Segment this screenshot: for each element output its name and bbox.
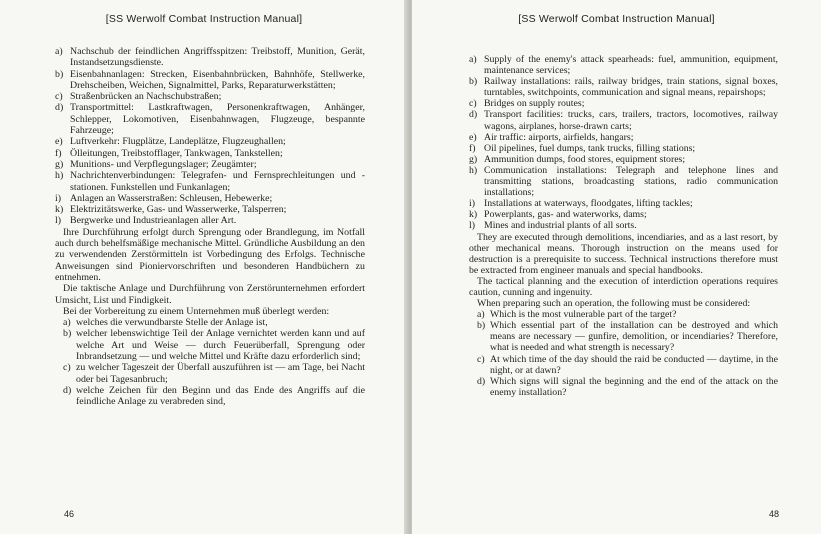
list-text: Elektrizitätswerke, Gas- und Wasserwerke, Talsperren;: [70, 204, 287, 216]
question-item: [63, 385, 365, 408]
page-number: 48: [768, 509, 779, 519]
question-item: [63, 362, 365, 385]
list-text: Installations at waterways, floodgates, lifting tackles;: [484, 198, 693, 210]
list-text: Luftverkehr: Flugplätze, Landeplätze, Flugzeughallen;: [70, 136, 286, 148]
list-marker: k): [55, 204, 64, 216]
question-marker: c): [477, 353, 485, 365]
list-marker: e): [469, 131, 477, 143]
list-marker: l): [55, 215, 62, 227]
list-marker: i): [469, 198, 475, 210]
list-marker: g): [469, 153, 478, 165]
list-marker: f): [55, 147, 62, 159]
page-body: [469, 54, 778, 398]
page-header: [SS Werwolf Combat Instruction Manual]: [518, 13, 715, 25]
list-item: [55, 215, 365, 226]
list-text: Nachrichtenverbindungen: Telegrafen- und Fernsprechleitungen und -stationen. Funkstellen und Funkanlagen;: [70, 170, 365, 193]
list-marker: h): [469, 164, 478, 176]
list-item: [469, 109, 778, 131]
list-text: Ölleitungen, Treibstofflager, Tankwagen, Tankstellen;: [70, 147, 283, 159]
question-marker: c): [63, 362, 71, 374]
question-item: [63, 317, 365, 328]
question-text: Which signs will signal the beginning and the end of the attack on the enemy installation?: [490, 375, 778, 398]
list-marker: a): [469, 54, 477, 65]
question-item: [477, 354, 778, 376]
question-marker: b): [477, 320, 486, 332]
list-text: Nachschub der feindlichen Angriffsspitzen: Treibstoff, Munition, Gerät, Instandsetzungsdienste.: [70, 46, 365, 69]
list-text: Mines and industrial plants of all sorts.: [484, 220, 637, 232]
question-marker: a): [63, 317, 71, 329]
question-item: [477, 320, 778, 353]
question-text: zu welcher Tageszeit der Überfall auszuführen ist — am Tage, bei Nacht oder bei Tagesanbruch;: [76, 362, 365, 385]
question-item: [63, 328, 365, 362]
list-text: Transport facilities: trucks, cars, trailers, tractors, locomotives, railway wagons, airplanes, horse-drawn carts;: [484, 109, 778, 132]
list-text: Oil pipelines, fuel dumps, tank trucks, filling stations;: [484, 142, 696, 154]
list-marker: e): [55, 136, 63, 148]
paragraph-preparation: Bei der Vorbereitung zu einem Unternehmen muß überlegt werden:: [63, 305, 330, 317]
list-item: [55, 204, 365, 215]
paragraph-planning: The tactical planning and the execution of interdiction operations requires caution, cunning and ingenuity.: [469, 275, 778, 298]
list-item: [55, 69, 365, 92]
page-number: 46: [64, 509, 75, 519]
question-text: At which time of the day should the raid be conducted — daytime, in the night, or at dawn?: [490, 353, 778, 376]
question-item: [477, 376, 778, 398]
list-item: [55, 170, 365, 193]
list-text: Bridges on supply routes;: [484, 98, 585, 110]
list-text: Transportmittel: Lastkraftwagen, Personenkraftwagen, Anhänger, Schlepper, Lokomotiven, Eisenbahnwagen, Flugzeuge, bespannte Fahrzeuge;: [70, 102, 365, 137]
question-text: Which essential part of the installation can be destroyed and which means are necessary — gunfire, demolition, or incendiaries? Therefore, what is needed and what strength is necessary?: [490, 320, 778, 354]
question-text: Which is the most vulnerable part of the target?: [490, 309, 677, 321]
question-text: welche Zeichen für den Beginn und das Ende des Angriffs auf die feindliche Anlage zu verabreden sind,: [76, 384, 365, 408]
list-text: Munitions- und Verpflegungslager; Zeugämter;: [70, 158, 257, 170]
list-marker: f): [469, 142, 476, 154]
list-item: [469, 98, 778, 109]
list-text: Powerplants, gas- and waterworks, dams;: [484, 209, 647, 221]
list-item: [55, 193, 365, 204]
page-body: [55, 46, 365, 408]
list-item: [469, 143, 778, 154]
question-text: welcher lebenswichtige Teil der Anlage vernichtet werden kann und auf welche Art und Weise — durch Feuerüberfall, Sprengung oder Inbrandsetzung — und welche Mittel und Kräfte dazu erforderlich sind;: [76, 328, 365, 363]
list-item: [55, 148, 365, 159]
list-marker: c): [55, 91, 63, 103]
list-text: Anlagen an Wasserstraßen: Schleusen, Hebewerke;: [70, 192, 273, 204]
list-item: [469, 132, 778, 143]
list-marker: k): [469, 209, 478, 221]
list-text: Supply of the enemy's attack spearheads: fuel, ammunition, equipment, maintenance services;: [484, 54, 778, 77]
list-text: Ammunition dumps, food stores, equipment stores;: [484, 153, 686, 165]
list-marker: c): [469, 98, 477, 110]
paragraph-planning: Die taktische Anlage und Durchführung von Zerstörunternehmen erfordert Umsicht, List und Findigkeit.: [55, 283, 365, 306]
list-item: [469, 220, 778, 231]
list-marker: l): [469, 220, 475, 232]
list-item: [469, 209, 778, 220]
question-marker: d): [477, 375, 486, 387]
question-marker: b): [63, 328, 72, 340]
question-marker: d): [63, 384, 72, 396]
list-marker: b): [55, 68, 64, 80]
list-text: Communication installations: Telegraph and telephone lines and transmitting stations, broadcasting stations, radio communication installations;: [484, 164, 778, 199]
paragraph-execution: Ihre Durchführung erfolgt durch Sprengung oder Brandlegung, im Notfall auch durch behelfsmäßige mechanische Mittel. Gründliche Ausbildung an den zu verwendenden Zerstörmitteln ist Vorbedingung des Erfolgs. Technische Anweisungen sind Pioniervorschriften und besonderen Handbüchern zu entnehmen.: [55, 226, 365, 283]
list-item: [469, 198, 778, 209]
list-item: [469, 54, 778, 76]
list-item: [55, 136, 365, 147]
question-text: welches die verwundbarste Stelle der Anlage ist,: [76, 317, 268, 329]
list-text: Straßenbrücken an Nachschubstraßen;: [70, 91, 222, 103]
list-text: Air traffic: airports, airfields, hangars;: [484, 131, 634, 143]
question-marker: a): [477, 309, 485, 321]
list-item: [55, 91, 365, 102]
list-marker: g): [55, 158, 64, 170]
list-marker: i): [55, 192, 62, 204]
left-page: [0, 0, 408, 534]
page-header: [SS Werwolf Combat Instruction Manual]: [105, 13, 303, 25]
paragraph-execution: They are executed through demolitions, incendiaries, and as a last resort, by other mechanical means. Thorough instruction on the means used for destruction is a prerequisite to success. Technical instructions therefore must be extracted from engineer manuals and special handbooks.: [469, 231, 778, 276]
list-marker: a): [55, 46, 63, 57]
list-item: [469, 76, 778, 98]
list-marker: d): [55, 102, 64, 114]
list-text: Eisenbahnanlagen: Strecken, Eisenbahnbrücken, Bahnhöfe, Stellwerke, Drehscheiben, Weichen, Signalmittel, Parks, Reparaturwerkstätten;: [70, 68, 365, 91]
list-marker: b): [469, 76, 478, 88]
right-page: [412, 0, 821, 534]
list-item: [469, 165, 778, 198]
list-item: [55, 46, 365, 69]
list-item: [55, 102, 365, 136]
list-item: [55, 159, 365, 170]
list-text: Bergwerke und Industrieanlagen aller Art.: [70, 215, 237, 227]
question-item: [477, 309, 778, 320]
list-marker: h): [55, 170, 64, 182]
list-marker: d): [469, 109, 478, 121]
list-text: Railway installations: rails, railway bridges, train stations, signal boxes, turntables, switchpoints, communication and signal means, repairshops;: [484, 76, 778, 99]
paragraph-preparation: When preparing such an operation, the following must be considered:: [477, 298, 751, 310]
list-item: [469, 154, 778, 165]
